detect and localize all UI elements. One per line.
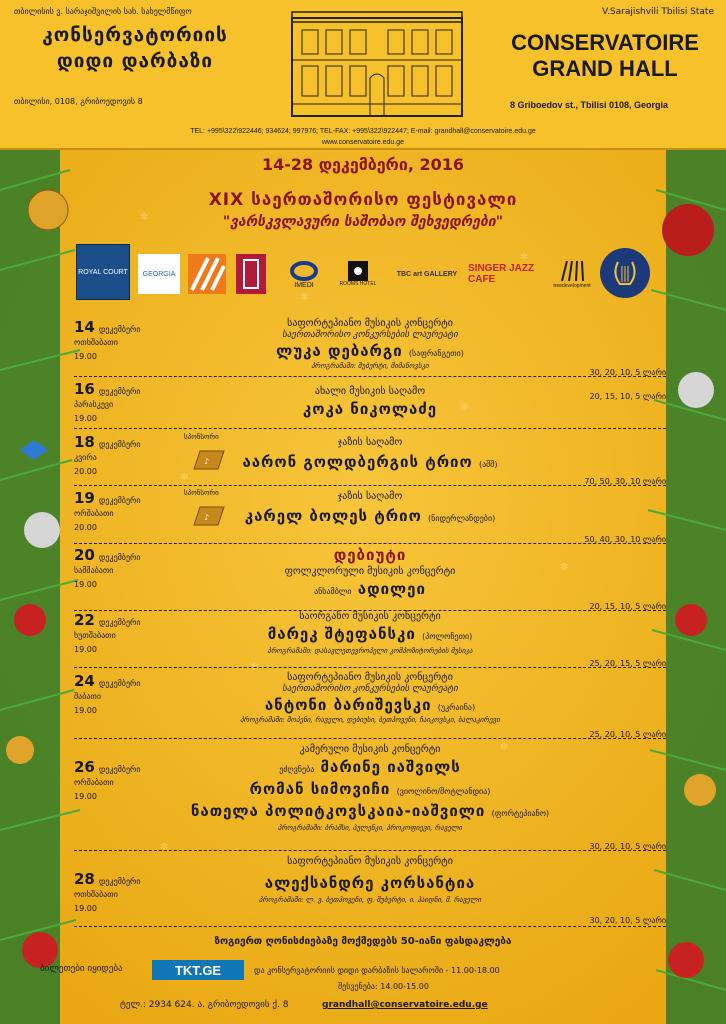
- event-performer: კარელ ბოლეს ტრიო (ნიდერლანდები): [244, 507, 496, 525]
- event-weekday: ოთხშაბათი: [74, 890, 118, 899]
- sponsor-tag: სპონსორი: [184, 489, 219, 497]
- event-type: საორგანო მუსიკის კონცერტი: [299, 611, 441, 622]
- en-subtitle: V.Sarajishvili Tbilisi State: [602, 7, 714, 17]
- sponsor-logos: [74, 240, 652, 310]
- event-weekday: ორშაბათი: [74, 509, 114, 518]
- event-14: [74, 318, 666, 376]
- rooms-hotel-icon: [348, 261, 368, 281]
- event-20: [74, 546, 666, 611]
- event-time: 19.00: [74, 792, 97, 801]
- event-program: პროგრამაში: ბრამსი, პულენკი, პროკოფიევი, რაველი: [277, 824, 463, 832]
- tree-development-icon: [557, 259, 587, 283]
- event-type: ჯაზის საღამო: [337, 491, 403, 502]
- event-price: 25, 20, 15, 5 ლარი: [589, 659, 666, 668]
- event-performer: მარეკ შტეფანსკი (პოლონეთი): [267, 625, 473, 643]
- email-link[interactable]: grandhall@conservatoire.edu.ge: [322, 1000, 488, 1010]
- svg-text:✻: ✻: [140, 212, 149, 223]
- event-time: 19.00: [74, 645, 97, 654]
- logo-imedi: IMEDI: [284, 254, 324, 294]
- event-type: საფორტეპიანო მუსიკის კონცერტი: [287, 856, 453, 867]
- en-title-line1: CONSERVATOIRE: [511, 30, 699, 55]
- logo-rooms-hotel: ROOMS HOTEL: [338, 254, 378, 294]
- event-date: 26 დეკემბერი: [74, 758, 141, 776]
- event-weekday: ორშაბათი: [74, 778, 114, 787]
- building-illustration: [288, 8, 466, 120]
- ornament-red: [675, 604, 707, 636]
- divider: [74, 738, 666, 739]
- event-weekday: სამშაბათი: [74, 566, 114, 575]
- event-time: 19.00: [74, 414, 97, 423]
- event-price: 20, 15, 10, 5 ლარი: [589, 602, 666, 611]
- event-type: ახალი მუსიკის საღამო: [314, 386, 426, 397]
- break-hours: შესვენება: 14.00-15.00: [338, 982, 429, 991]
- svg-text:✻: ✻: [460, 402, 469, 413]
- ornament-red: [14, 604, 46, 636]
- event-date: 24 დეკემბერი: [74, 672, 141, 690]
- event-price: 70, 50, 30, 10 ლარი: [584, 477, 666, 486]
- event-date: 18 დეკემბერი: [74, 433, 141, 451]
- en-title-line2: GRAND HALL: [532, 56, 678, 81]
- divider: [74, 485, 666, 486]
- ornament-silver: [678, 372, 714, 408]
- logo-red-book: [236, 254, 266, 294]
- event-program: პროგრამაში: შუბერტი, შიმანოვსკი: [311, 362, 429, 370]
- logo-tbc-art-gallery: TBC art GALLERY: [396, 270, 458, 278]
- event-date: 16 დეკემბერი: [74, 380, 141, 398]
- event-program: პროგრამაში: ლ. ვ. ბეთჰოვენი, ფ. შუბერტი, ი. ჰაიდნი, მ. რაველი: [258, 896, 482, 904]
- website-link[interactable]: www.conservatoire.edu.ge: [321, 139, 405, 146]
- svg-text:✻: ✻: [160, 842, 169, 853]
- event-19: [74, 489, 666, 544]
- logo-eagle-emblem: ROYAL COURT: [76, 244, 130, 300]
- event-price: 50, 40, 30, 10 ლარი: [584, 535, 666, 544]
- event-price: 30, 20, 10, 5 ლარი: [589, 842, 666, 851]
- festival-subtitle: "ვარსკვლავური საშობაო შეხვედრები": [222, 214, 504, 230]
- event-type: ფოლკლორული მუსიკის კონცერტი: [284, 566, 456, 577]
- phone-address: ტელ.: 2934 624. ა. გრიბოედოვის ქ. 8: [120, 1000, 289, 1010]
- ka-title-line2: დიდი დარბაზი: [56, 50, 214, 72]
- svg-text:✻: ✻: [180, 472, 189, 483]
- divider: [74, 850, 666, 851]
- event-time: 19.00: [74, 904, 97, 913]
- book-icon: [236, 254, 266, 294]
- svg-text:✻: ✻: [300, 292, 309, 303]
- event-performer: ანტონი ბარიშევსკი (უკრაინა): [264, 696, 476, 714]
- ka-subtitle: თბილისის ვ. სარაჯიშვილის სახ. სახელმწიფო: [14, 7, 192, 16]
- event-performer: კოკა ნიკოლაძე: [302, 400, 438, 418]
- event-dedication: ეძღვნება მარინე იაშვილს: [279, 758, 461, 776]
- festival-title: XIX საერთაშორისო ფესტივალი: [208, 190, 518, 210]
- divider: [74, 926, 666, 927]
- lyre-icon: [610, 258, 640, 288]
- contact-info: [0, 126, 726, 148]
- event-time: 20.00: [74, 523, 97, 532]
- event-weekday: შაბათი: [74, 692, 101, 701]
- event-date: 20 დეკემბერი: [74, 546, 141, 564]
- contact-line: TEL: +995\322\922446; 934624; 997976; TEL-FAX: +995\322\922447; E-mail: grandhall@conservatoire.edu.ge: [190, 128, 536, 135]
- ornament-red-big: [662, 204, 714, 256]
- orange-stripes-icon: [188, 254, 226, 294]
- event-weekday: ოთხშაბათი: [74, 338, 118, 347]
- tickets-label: ბილეთები იყიდება: [40, 964, 123, 974]
- event-date: 22 დეკემბერი: [74, 611, 141, 629]
- event-time: 19.00: [74, 580, 97, 589]
- event-price: 30, 20, 10, 5 ლარი: [589, 916, 666, 925]
- ka-address: თბილისი, 0108, გრიბოედოვის 8: [14, 97, 143, 106]
- ornament-gold: [684, 774, 716, 806]
- event-program: პროგრამაში: დასავლეთევროპელი კომპოზიტორების მუსიკა: [267, 647, 473, 655]
- box-office-hours: და კონსერვატორიის დიდი დარბაზის სალაროში - 11.00-18.00: [254, 966, 500, 975]
- svg-text:✻: ✻: [520, 252, 529, 263]
- ornament-silver: [24, 512, 60, 548]
- logo-tree-development: treedevelopment: [550, 254, 594, 294]
- event-performer: ალექსანდრე კორსანტია: [264, 874, 476, 892]
- event-18: [74, 433, 666, 486]
- event-time: 20.00: [74, 467, 97, 476]
- tkt-ge-logo[interactable]: TKT.GE: [152, 960, 244, 980]
- event-date: 19 დეკემბერი: [74, 489, 141, 507]
- event-competition: საერთაშორისო კონკურსების ლაურეატი: [282, 330, 458, 340]
- svg-text:♪: ♪: [204, 457, 210, 466]
- logo-conservatoire-seal: [600, 248, 650, 298]
- event-24: [74, 672, 666, 739]
- event-price: 20, 15, 10, 5 ლარი: [589, 392, 666, 401]
- event-price: 30, 20, 10, 5 ლარი: [589, 368, 666, 377]
- event-performer: ლუკა დებარგი (საფრანგეთი): [276, 342, 464, 360]
- ornament-gold-2: [6, 736, 34, 764]
- svg-text:✻: ✻: [250, 662, 259, 673]
- event-weekday: ხუთშაბათი: [74, 631, 116, 640]
- event-22: [74, 611, 666, 669]
- event-26: [74, 744, 666, 851]
- discount-notice: ზოგიერთ ღონისძიებაზე მოქმედებს 50-იანი ფასდაკლება: [214, 936, 512, 947]
- en-title: [490, 30, 720, 82]
- imedi-o-icon: [289, 260, 319, 282]
- event-28: [74, 856, 666, 925]
- event-program: პროგრამაში: შოპენი, რაველი, დებიუსი, ბეთჰოვენი, ჩაიკოვსკი, ბალაკირევი: [240, 716, 500, 724]
- logo-singer-jazz-cafe: SINGER JAZZ CAFE: [468, 263, 535, 285]
- divider: [74, 667, 666, 668]
- event-headline: დებიუტი: [333, 546, 407, 564]
- event-performer: ანსამბლი ადილეი: [314, 580, 426, 598]
- svg-text:♪: ♪: [204, 513, 210, 522]
- event-performer: რომან სიმოვიჩი (ვიოლინო/შოტლანდია): [249, 780, 491, 798]
- logo-georgia-tourism: GEORGIA: [138, 254, 180, 294]
- event-weekday: პარასკევი: [74, 400, 114, 409]
- event-type: საფორტეპიანო მუსიკის კონცერტი: [287, 318, 453, 329]
- event-performer-2: ნათელა პოლიტკოვსკაია-იაშვილი (ფორტეპიანო): [190, 802, 550, 820]
- event-competition: საერთაშორისო კონკურსების ლაურეატი: [282, 684, 458, 694]
- header: [0, 0, 726, 150]
- event-time: 19.00: [74, 706, 97, 715]
- sponsor-tag: სპონსორი: [184, 433, 219, 441]
- svg-text:✻: ✻: [560, 562, 569, 573]
- festival-dates: 14-28 დეკემბერი, 2016: [261, 155, 465, 174]
- event-type: კამერული მუსიკის კონცერტი: [299, 744, 441, 755]
- divider: [74, 376, 666, 377]
- event-type: ჯაზის საღამო: [337, 437, 403, 448]
- divider: [74, 428, 666, 429]
- event-weekday: კვირა: [74, 453, 97, 462]
- divider: [74, 543, 666, 544]
- logo-orange-stripes: [188, 254, 226, 294]
- en-address: 8 Griboedov st., Tbilisi 0108, Georgia: [510, 100, 669, 110]
- event-type: საფორტეპიანო მუსიკის კონცერტი: [287, 672, 453, 683]
- svg-text:✻: ✻: [500, 742, 509, 753]
- event-time: 19.00: [74, 352, 97, 361]
- event-date: 14 დეკემბერი: [74, 318, 141, 336]
- event-date: 28 დეკემბერი: [74, 870, 141, 888]
- ka-title-line1: კონსერვატორიის: [42, 24, 228, 46]
- event-16: [74, 380, 666, 430]
- ornament-red-2: [668, 942, 704, 978]
- event-performer: აარონ გოლდბერგის ტრიო (აშშ): [242, 453, 498, 471]
- ka-title: [20, 22, 250, 74]
- event-price: 25, 20, 10, 5 ლარი: [589, 730, 666, 739]
